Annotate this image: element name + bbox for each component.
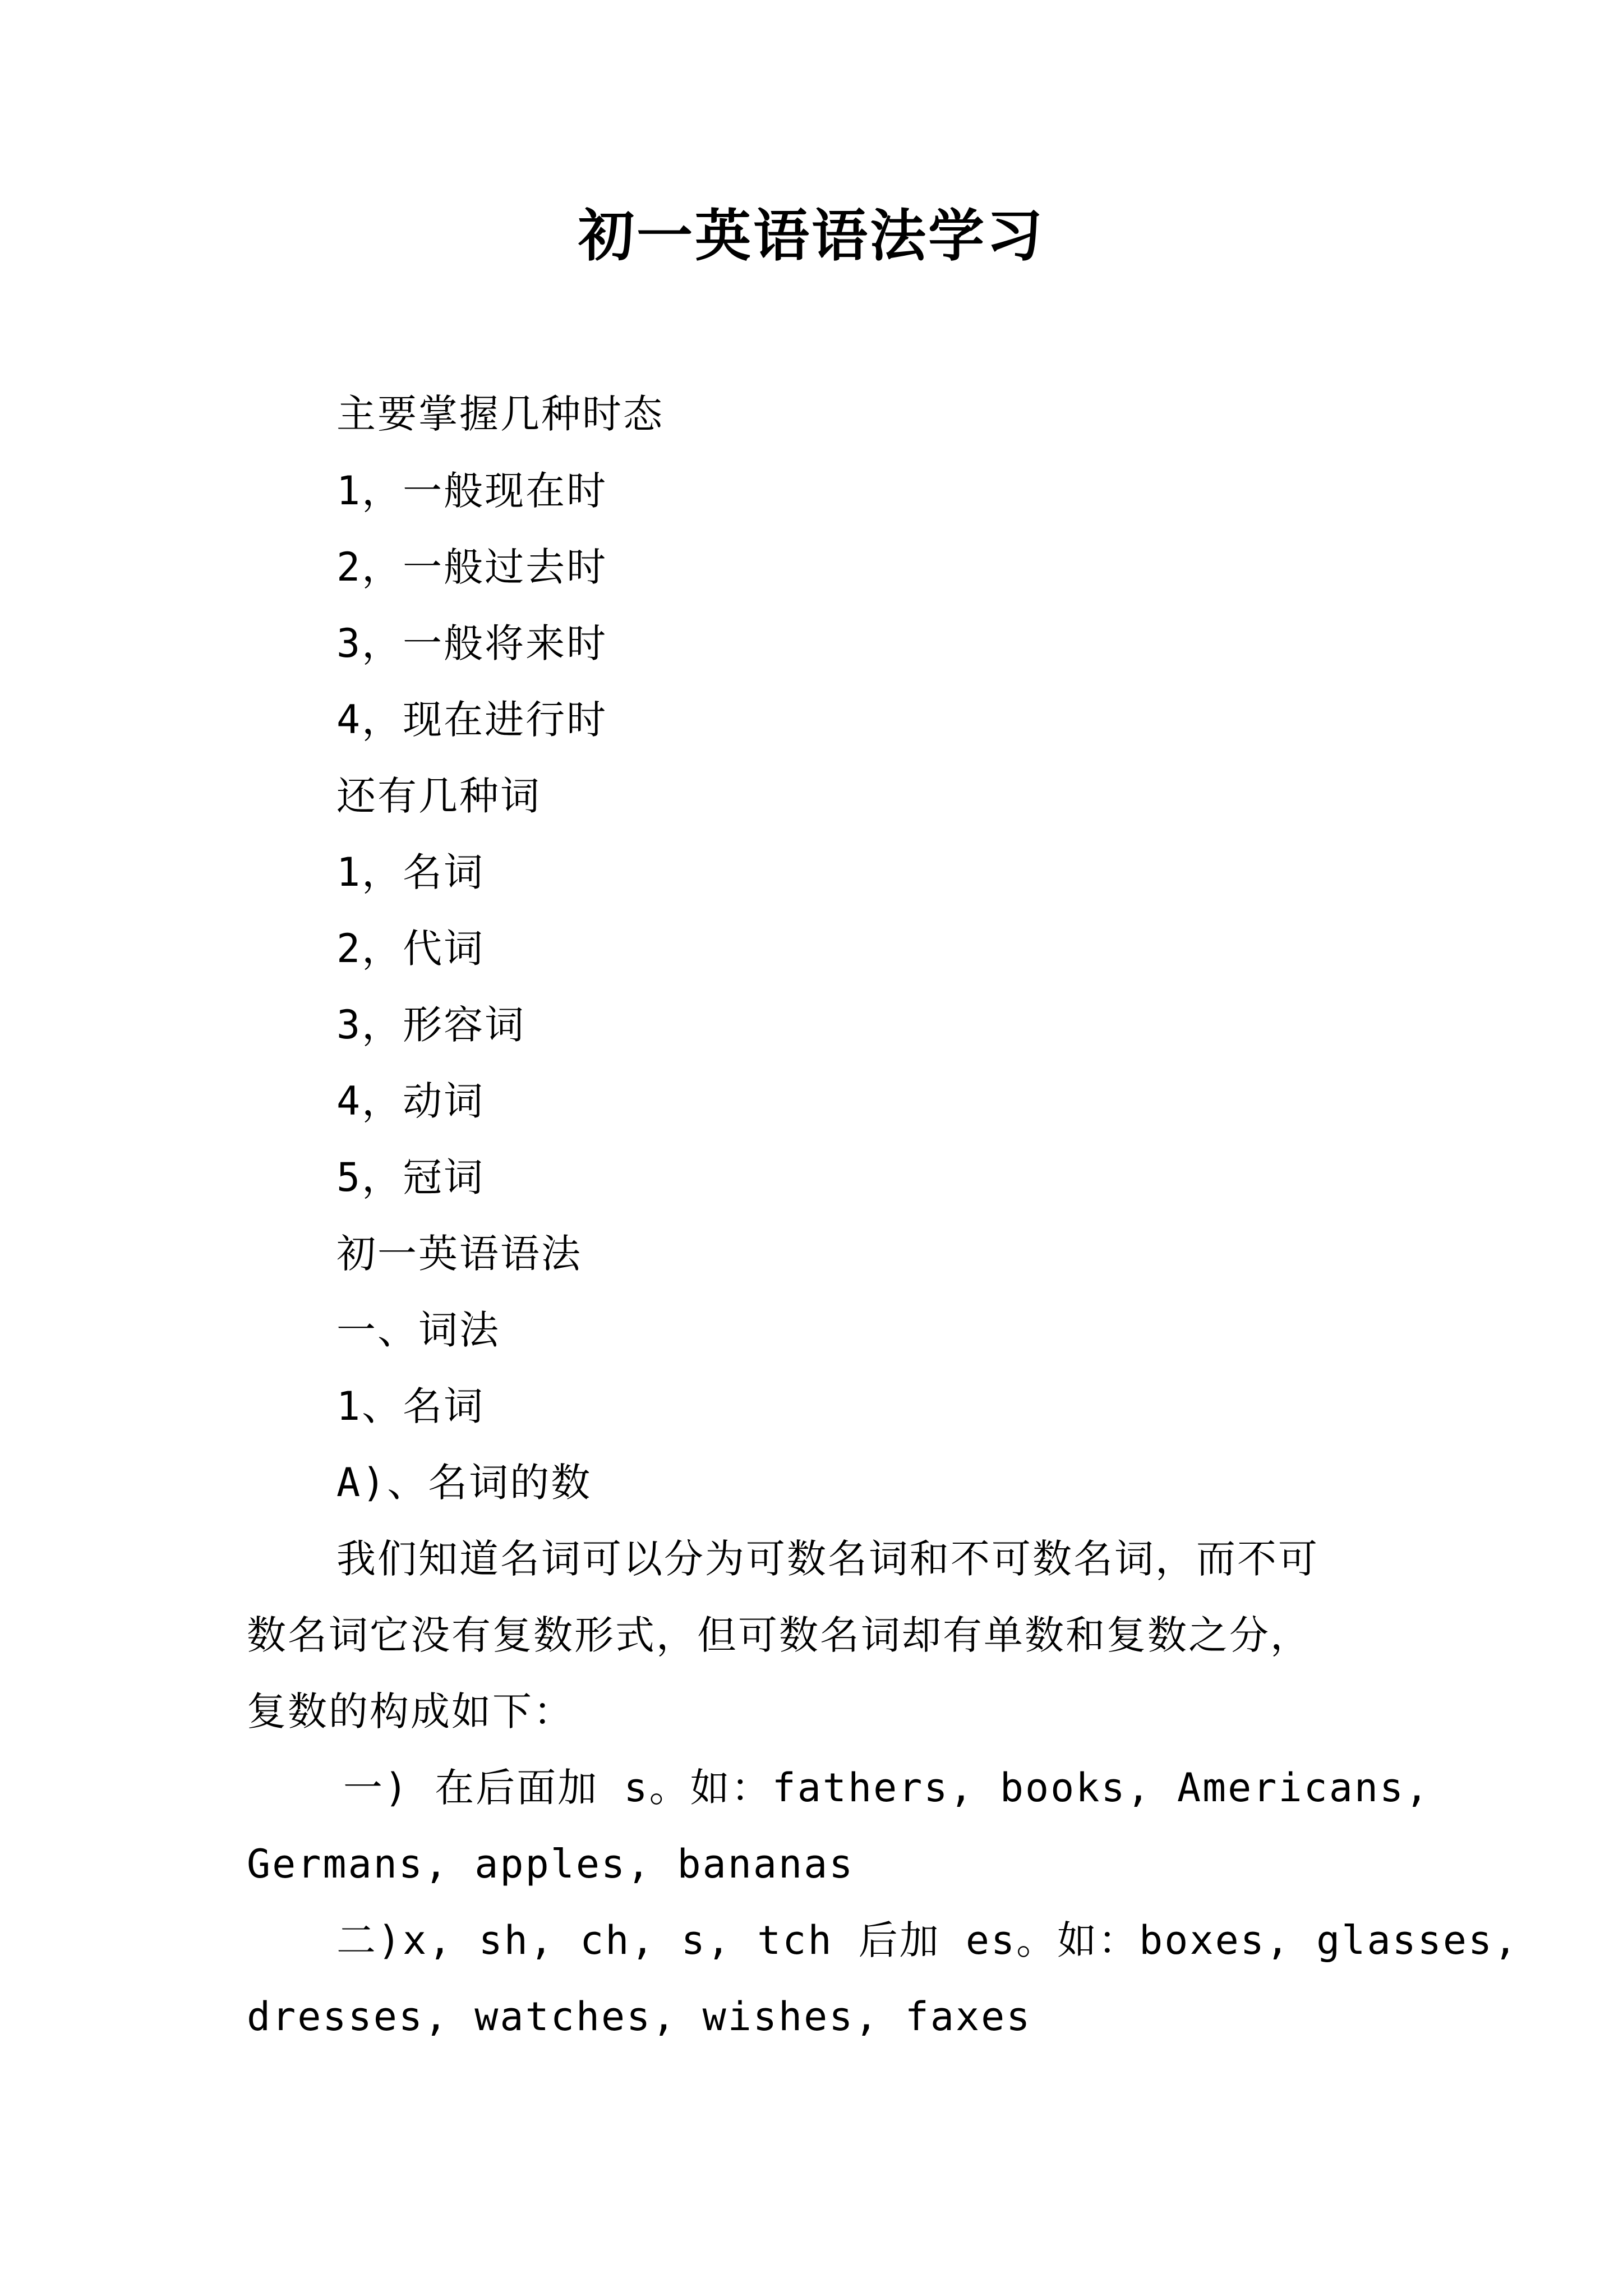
text-line: 4，现在进行时	[336, 697, 608, 743]
text-line: 一、词法	[336, 1307, 500, 1353]
text-line: 1，一般现在时	[336, 468, 608, 514]
text-line: 5，冠词	[336, 1154, 485, 1200]
paragraph-line: 二)x, sh, ch, s, tch 后加 es。如：boxes, glasses,	[336, 1917, 1519, 1963]
text-line: 4，动词	[336, 1078, 485, 1124]
paragraph-line: 我们知道名词可以分为可数名词和不可数名词，而不可	[336, 1536, 1319, 1582]
text-line: 初一英语语法	[336, 1231, 582, 1277]
text-line: 还有几种词	[336, 773, 541, 819]
text-line: 2，代词	[336, 926, 485, 972]
paragraph-line: dresses, watches, wishes, faxes	[247, 1994, 1032, 2040]
paragraph-line: 复数的构成如下：	[247, 1688, 574, 1734]
text-line: 主要掌握几种时态	[336, 391, 664, 437]
paragraph-line: 数名词它没有复数形式，但可数名词却有单数和复数之分，	[247, 1612, 1311, 1658]
text-line: 3，一般将来时	[336, 620, 608, 666]
document-title: 初一英语语法学习	[578, 203, 1045, 269]
paragraph-line: Germans, apples, bananas	[247, 1841, 855, 1887]
text-line: 1、名词	[336, 1383, 485, 1429]
paragraph-line: 一) 在后面加 s。如：fathers, books, Americans,	[343, 1765, 1431, 1811]
text-line: 3，形容词	[336, 1002, 526, 1048]
text-line: 1，名词	[336, 849, 485, 895]
text-line: A)、名词的数	[336, 1460, 592, 1506]
text-line: 2，一般过去时	[336, 544, 608, 590]
